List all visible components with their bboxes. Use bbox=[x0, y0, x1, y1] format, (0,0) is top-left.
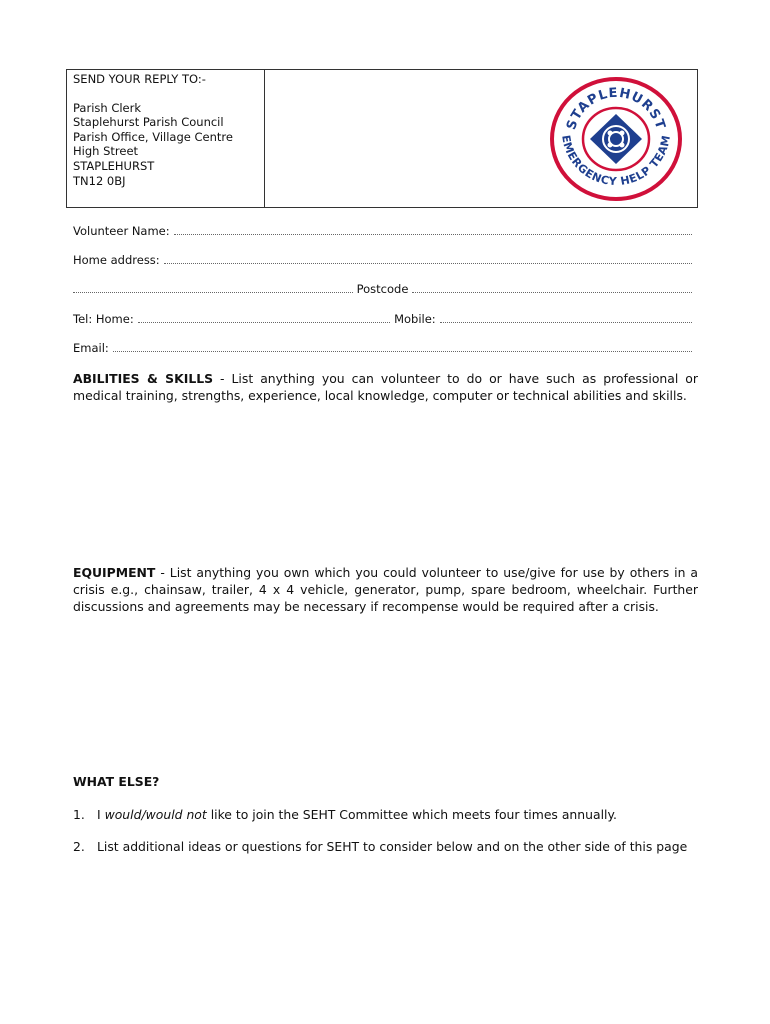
committee-choice[interactable]: would/would not bbox=[104, 807, 207, 822]
what-else-item-1: 1. I would/would not like to join the SEHT Committee which meets four times annually. bbox=[73, 807, 617, 822]
tel-home-label: Tel: Home: bbox=[73, 312, 134, 326]
email-row bbox=[73, 339, 696, 355]
home-address-row bbox=[73, 251, 696, 267]
logo-diamond bbox=[590, 114, 642, 164]
address-line: Staplehurst Parish Council bbox=[73, 115, 224, 130]
postcode-field[interactable] bbox=[412, 291, 692, 293]
address-line: TN12 0BJ bbox=[73, 173, 126, 188]
address-line: STAPLEHURST bbox=[73, 158, 155, 173]
equipment-text: - List anything you own which you could volunteer to use/give for use by others in a crisis e.g., chainsaw, trailer, 4 x 4 vehicle, generator, pump, spare bedroom, wheelchair. Further discussions and agreements may be necessary if recompense would be required after a crisis. bbox=[73, 565, 698, 614]
address-line: Parish Clerk bbox=[73, 100, 142, 115]
email-label: Email: bbox=[73, 341, 109, 355]
what-else-item-2: 2. List additional ideas or questions for SEHT to consider below and on the other side of this page bbox=[73, 839, 688, 854]
what-else-heading: WHAT ELSE? bbox=[73, 774, 160, 789]
address-line2-field[interactable] bbox=[73, 291, 353, 293]
volunteer-name-field[interactable] bbox=[174, 233, 692, 235]
reply-header: SEND YOUR REPLY TO:- bbox=[73, 72, 206, 86]
home-address-field[interactable] bbox=[164, 262, 692, 264]
logo-bottom-text: EMERGENCY HELP TEAM bbox=[559, 133, 674, 189]
email-field[interactable] bbox=[113, 350, 692, 352]
item-number: 2. bbox=[73, 839, 85, 854]
address-line: Parish Office, Village Centre bbox=[73, 129, 233, 144]
volunteer-name-row bbox=[73, 222, 696, 238]
reply-address-box bbox=[66, 69, 698, 208]
mobile-field[interactable] bbox=[440, 321, 692, 323]
volunteer-name-label: Volunteer Name: bbox=[73, 224, 170, 238]
abilities-text: - List anything you can volunteer to do or have such as professional or medical training, strengths, experience, local knowledge, computer or technical abilities and skills. bbox=[73, 371, 698, 403]
equipment-heading: EQUIPMENT bbox=[73, 565, 156, 580]
item-number: 1. bbox=[73, 807, 85, 822]
abilities-section bbox=[73, 370, 698, 404]
seht-logo bbox=[548, 76, 684, 203]
reply-address bbox=[67, 70, 265, 207]
phone-row bbox=[73, 310, 696, 326]
logo-top-text: STAPLEHURST bbox=[564, 85, 668, 132]
diamond-shape bbox=[590, 114, 642, 164]
abilities-heading: ABILITIES & SKILLS bbox=[73, 371, 214, 386]
address-line: High Street bbox=[73, 144, 139, 159]
tel-home-field[interactable] bbox=[138, 321, 390, 323]
home-address-label: Home address: bbox=[73, 253, 160, 267]
mobile-label: Mobile: bbox=[394, 312, 436, 326]
equipment-section bbox=[73, 564, 698, 615]
postcode-label: Postcode bbox=[356, 282, 409, 296]
logo-cell bbox=[265, 70, 697, 207]
address-postcode-row bbox=[73, 280, 696, 296]
